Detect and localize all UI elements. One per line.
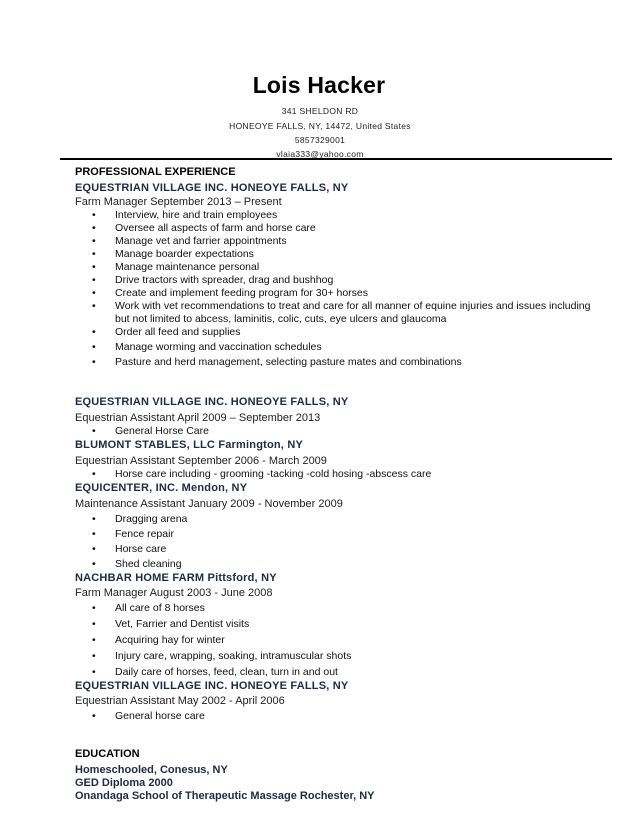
list-item: • Manage boarder expectations — [92, 248, 254, 260]
bullet-icon: • — [92, 634, 96, 646]
role-1: Farm Manager September 2013 – Present — [75, 196, 282, 208]
bullet-icon: • — [92, 274, 96, 286]
list-item: • Drive tractors with spreader, drag and bushhog — [92, 274, 334, 286]
candidate-name: Lois Hacker — [252, 72, 386, 98]
bullet-icon: • — [92, 326, 96, 338]
role-2: Equestrian Assistant April 2009 – September 2013 — [75, 412, 321, 424]
experience-heading: PROFESSIONAL EXPERIENCE — [75, 166, 236, 178]
list-item: • General Horse Care — [92, 425, 209, 437]
header-divider — [60, 158, 612, 160]
education-item: Onandaga School of Therapeutic Massage Rochester, NY — [75, 790, 375, 802]
education-heading: EDUCATION — [75, 748, 140, 760]
list-item: • Daily care of horses, feed, clean, turn in and out — [92, 666, 338, 678]
bullet-icon: • — [92, 235, 96, 247]
list-item: • Horse care including - grooming -tacking -cold hosing -abscess care — [92, 468, 432, 480]
list-item: • Vet, Farrier and Dentist visits — [92, 618, 250, 630]
bullet-icon: • — [92, 356, 96, 368]
employer-4: EQUICENTER, INC. Mendon, NY — [75, 482, 248, 494]
email-line: vlaia333@yahoo.com — [276, 149, 364, 159]
list-item: • Manage worming and vaccination schedules — [92, 341, 322, 353]
list-item: • All care of 8 horses — [92, 602, 205, 614]
bullet-icon: • — [92, 248, 96, 260]
resume-body — [75, 165, 595, 803]
bullet-icon: • — [92, 261, 96, 273]
list-item: • Work with vet recommendations to treat and care for all manner of equine injuries and issues including but not limited to abcess, laminitis, colic, cuts, eye ulcers and glaucoma — [92, 300, 591, 325]
city-line: HONEOYE FALLS, NY, 14472, United States — [229, 121, 411, 131]
role-6: Equestrian Assistant May 2002 - April 2006 — [75, 695, 285, 707]
list-item: • Shed cleaning — [92, 558, 182, 570]
list-item: • Fence repair — [92, 528, 174, 540]
bullet-icon: • — [92, 341, 96, 353]
list-item: • Oversee all aspects of farm and horse care — [92, 222, 316, 234]
job1-duties — [75, 209, 595, 369]
education-item: Homeschooled, Conesus, NY — [75, 764, 228, 776]
bullet-icon: • — [92, 300, 96, 312]
role-5: Farm Manager August 2003 - June 2008 — [75, 587, 273, 599]
job2-duties — [75, 425, 595, 438]
list-item: • Injury care, wrapping, soaking, intramuscular shots — [92, 650, 352, 662]
phone-line: 5857329001 — [294, 135, 346, 145]
employer-2: EQUESTRIAN VILLAGE INC. HONEOYE FALLS, NY — [75, 396, 349, 408]
employer-5: NACHBAR HOME FARM Pittsford, NY — [75, 572, 277, 584]
address-line: 341 SHELDON RD — [281, 106, 359, 116]
bullet-icon: • — [92, 513, 96, 525]
job5-duties — [75, 602, 595, 679]
bullet-icon: • — [92, 710, 96, 722]
bullet-icon: • — [92, 618, 96, 630]
job4-duties — [75, 513, 595, 571]
list-item: • General horse care — [92, 710, 205, 722]
bullet-icon: • — [92, 222, 96, 234]
list-item: • Create and implement feeding program for 30+ horses — [92, 287, 369, 299]
bullet-icon: • — [92, 425, 96, 437]
role-3: Equestrian Assistant September 2006 - March 2009 — [75, 455, 327, 467]
list-item: • Horse care — [92, 543, 167, 555]
list-item: • Acquiring hay for winter — [92, 634, 225, 646]
employer-1: EQUESTRIAN VILLAGE INC. HONEOYE FALLS, NY — [75, 182, 349, 194]
list-item: • Manage vet and farrier appointments — [92, 235, 287, 247]
bullet-icon: • — [92, 543, 96, 555]
list-item: • Order all feed and supplies — [92, 326, 241, 338]
bullet-icon: • — [92, 666, 96, 678]
list-item: • Interview, hire and train employees — [92, 209, 278, 221]
bullet-icon: • — [92, 650, 96, 662]
employer-6: EQUESTRIAN VILLAGE INC. HONEOYE FALLS, NY — [75, 680, 349, 692]
employer-3: BLUMONT STABLES, LLC Farmington, NY — [75, 439, 304, 451]
bullet-icon: • — [92, 287, 96, 299]
bullet-icon: • — [92, 468, 96, 480]
bullet-icon: • — [92, 209, 96, 221]
bullet-icon: • — [92, 602, 96, 614]
job6-duties — [75, 710, 595, 723]
job3-duties — [75, 468, 595, 481]
bullet-icon: • — [92, 558, 96, 570]
role-4: Maintenance Assistant January 2009 - November 2009 — [75, 498, 343, 510]
education-item: GED Diploma 2000 — [75, 777, 173, 789]
list-item: • Pasture and herd management, selecting pasture mates and combinations — [92, 356, 462, 368]
list-item: • Dragging arena — [92, 513, 188, 525]
bullet-icon: • — [92, 528, 96, 540]
list-item: • Manage maintenance personal — [92, 261, 260, 273]
